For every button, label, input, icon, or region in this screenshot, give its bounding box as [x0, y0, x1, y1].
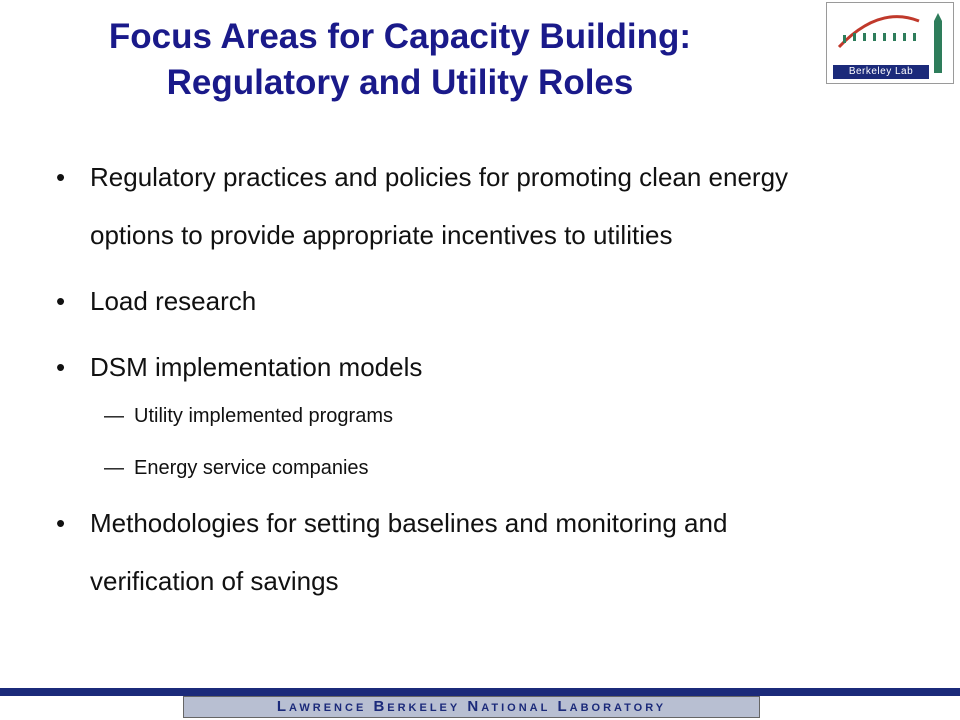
slide-title [0, 14, 800, 106]
berkeley-lab-logo [826, 2, 954, 84]
bullet-marker: • [56, 508, 66, 538]
logo-text: Berkeley Lab [833, 65, 929, 79]
campanile-icon [931, 13, 945, 73]
slide-title-line-2: Regulatory and Utility Roles [166, 63, 634, 102]
bullet-item-methodologies [56, 494, 836, 610]
bullet-text: Regulatory practices and policies for promoting clean energy options to provide appropriate incentives to utilities [90, 162, 789, 250]
footer-rule [0, 688, 960, 696]
bullet-text: Load research [90, 286, 257, 316]
bullet-item-dsm [56, 338, 836, 396]
dash-marker: — [104, 457, 124, 479]
arc-icon [837, 11, 921, 51]
sub-bullet-item [56, 454, 836, 482]
slide-title-line-1: Focus Areas for Capacity Building: [108, 17, 692, 56]
bullet-item-load-research [56, 272, 836, 330]
bullet-marker: • [56, 162, 66, 192]
sub-bullet-item [56, 402, 836, 430]
bullet-item-regulatory [56, 148, 836, 264]
bullet-marker: • [56, 352, 66, 382]
bullet-text: DSM implementation models [90, 352, 423, 382]
sub-bullet-text: Energy service companies [134, 457, 369, 479]
bullet-marker: • [56, 286, 66, 316]
sub-bullet-text: Utility implemented programs [134, 405, 393, 427]
bullet-list [56, 148, 836, 610]
sub-bullet-list [56, 402, 836, 482]
footer-lab-name: Lawrence Berkeley National Laboratory [183, 696, 760, 718]
dash-marker: — [104, 405, 124, 427]
bullet-text: Methodologies for setting baselines and monitoring and verification of savings [90, 508, 728, 596]
